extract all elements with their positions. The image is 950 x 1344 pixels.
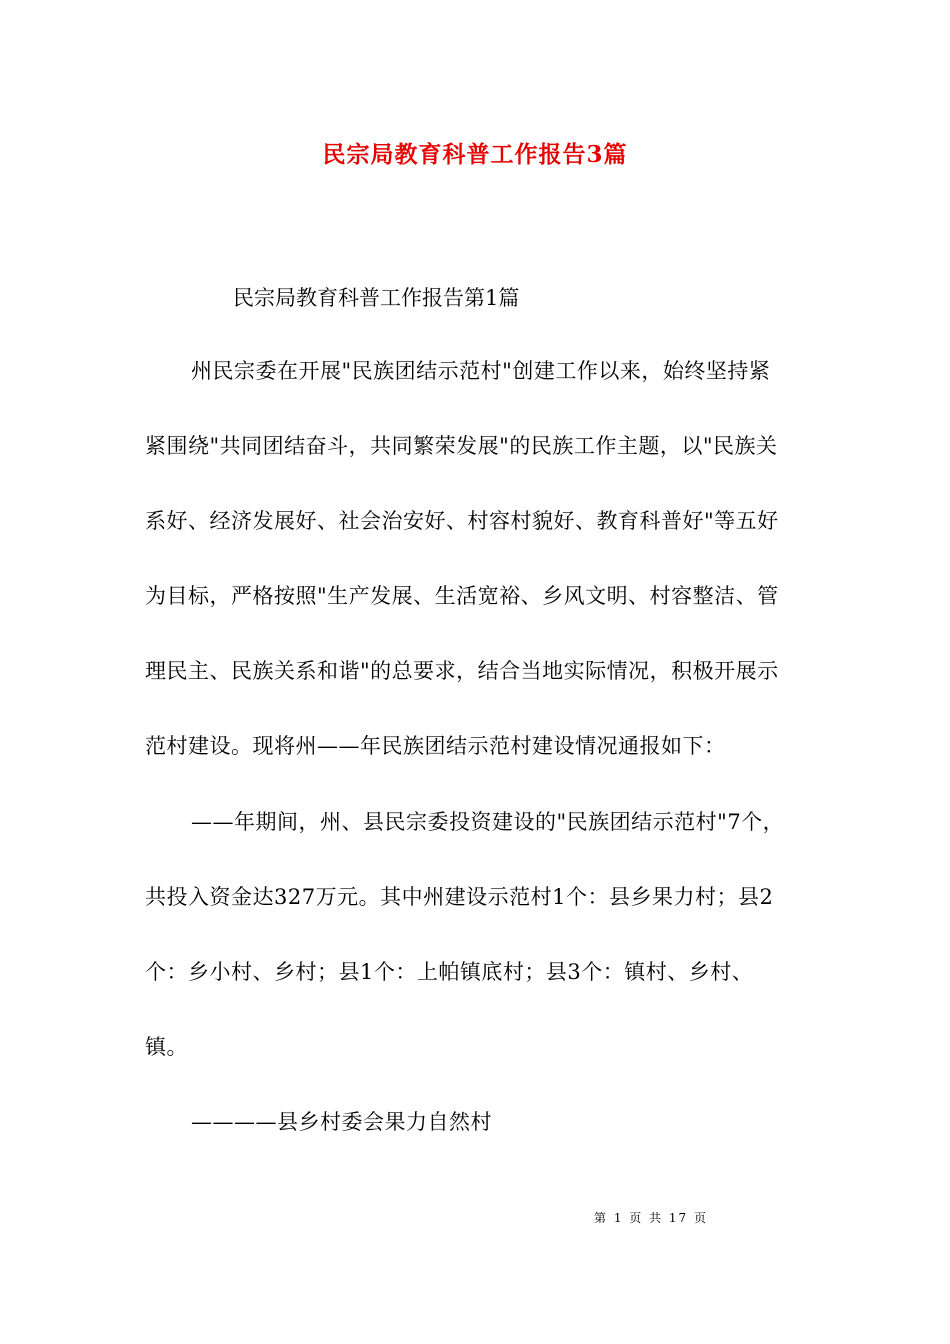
body-line-8: 共投入资金达327万元。其中州建设示范村1个：县乡果力村；县2 xyxy=(145,885,774,909)
page-title: 民宗局教育科普工作报告3篇 xyxy=(322,141,628,168)
section-heading: 民宗局教育科普工作报告第1篇 xyxy=(233,286,520,310)
body-line-10: 镇。 xyxy=(145,1035,188,1059)
body-line-2: 紧围绕"共同团结奋斗，共同繁荣发展"的民族工作主题，以"民族关 xyxy=(145,434,778,458)
page-indicator: 第 1 页 共 17 页 xyxy=(594,1211,708,1225)
body-line-7: ——年期间，州、县民宗委投资建设的"民族团结示范村"7个， xyxy=(191,810,785,834)
body-line-6: 范村建设。现将州——年民族团结示范村建设情况通报如下： xyxy=(145,734,726,758)
body-line-9: 个：乡小村、乡村；县1个：上帕镇底村；县3个：镇村、乡村、 xyxy=(145,960,754,984)
body-line-11: ————县乡村委会果力自然村 xyxy=(191,1110,492,1134)
body-line-4: 为目标，严格按照"生产发展、生活宽裕、乡风文明、村容整洁、管 xyxy=(145,584,779,608)
body-line-3: 系好、经济发展好、社会治安好、村容村貌好、教育科普好"等五好 xyxy=(145,509,779,533)
body-line-1: 州民宗委在开展"民族团结示范村"创建工作以来，始终坚持紧 xyxy=(191,359,771,383)
body-line-5: 理民主、民族关系和谐"的总要求，结合当地实际情况，积极开展示 xyxy=(145,659,779,683)
